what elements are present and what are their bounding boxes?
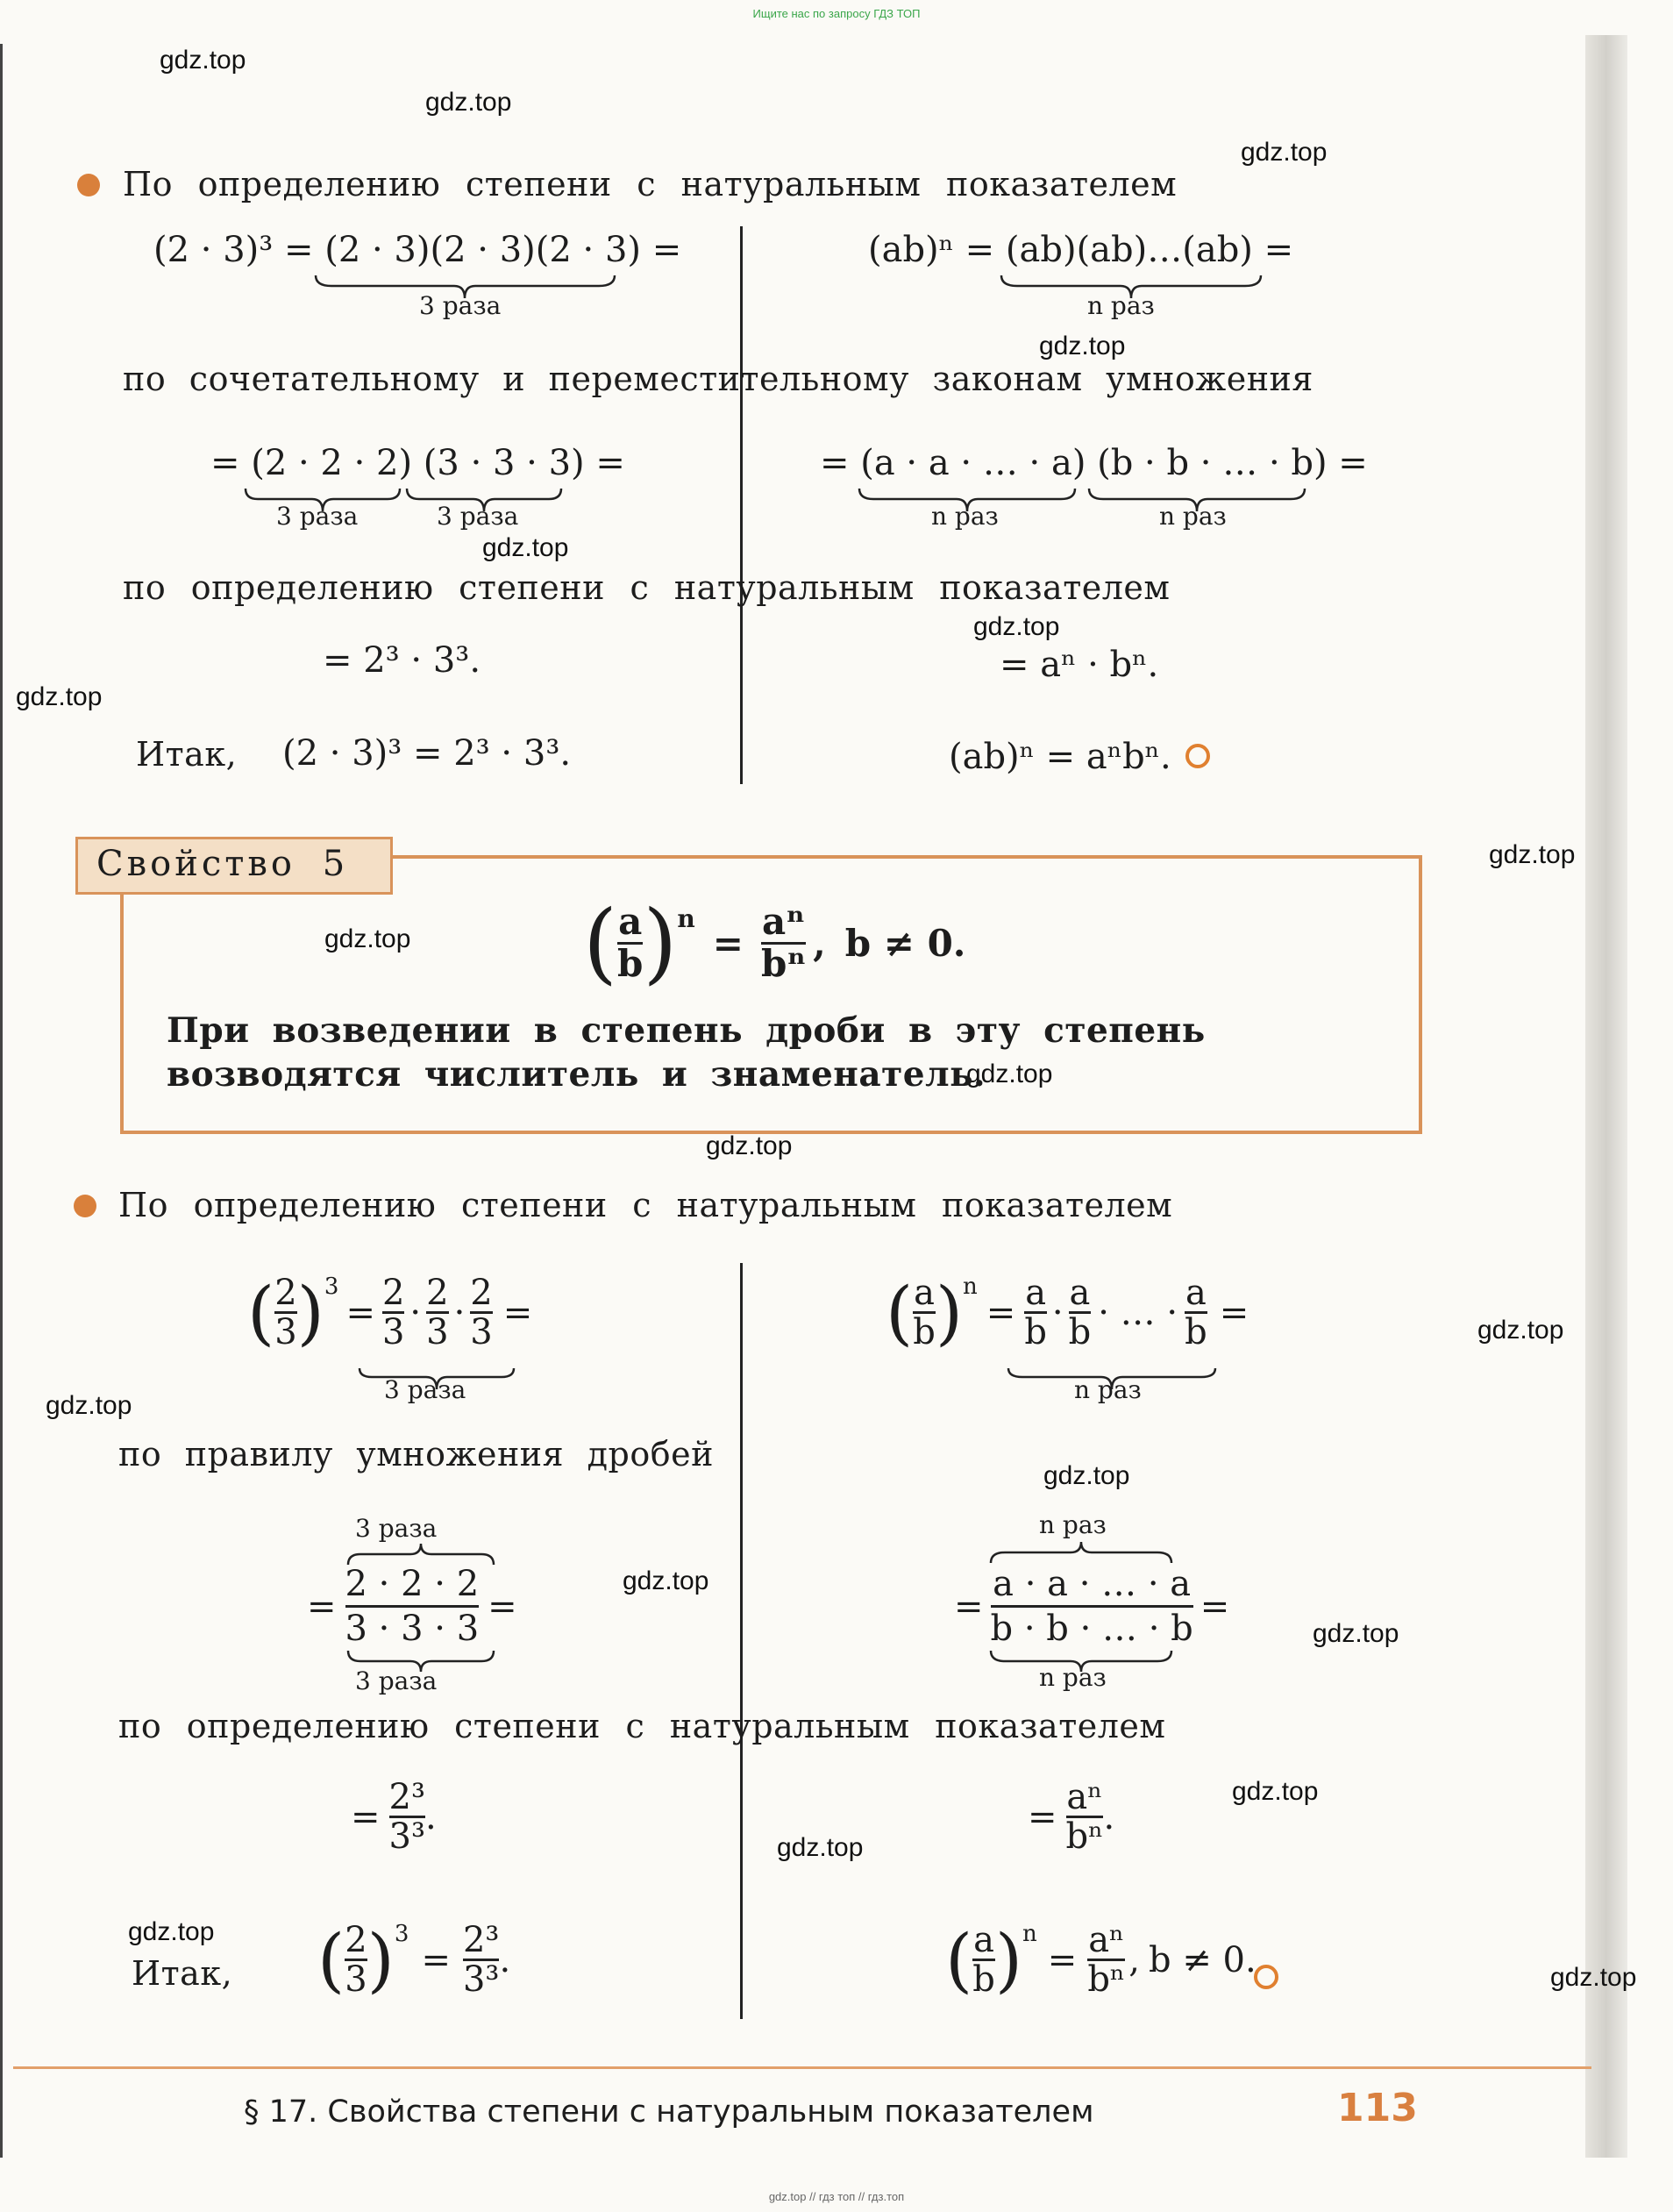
watermark: gdz.top [1232,1777,1319,1806]
block2-conclusion-right: ( $\frac{a}{b}$ ) $^n$ = $\frac{\text{aⁿ}}{\text{bⁿ}}$ , b ≠ 0. [945,1919,1257,2001]
block1-conclusion-left: (2 · 3)³ = 2³ · 3³. [282,733,572,774]
watermark: gdz.top [482,533,569,562]
block2-right-brace: n раз [1074,1375,1142,1404]
block2-intro: По определению степени с натуральным показателем [118,1186,1173,1224]
block1-line3: по определению степени с натуральным показателем [123,568,1171,607]
watermark: gdz.top [973,612,1060,641]
footer-title: § 17. Свойства степени с натуральным показателем [244,2094,1094,2130]
block1-left2-brace-b: 3 раза [437,502,519,531]
block1-left1-brace: 3 раза [419,291,502,320]
block2-left1: ( $\frac{2}{3}$ ) $^3$ = $\frac{2}{3}$ · $\frac{2}{3}$ · $\frac{2}{3}$ = [247,1272,533,1353]
block2-line2: по правилу умножения дробей [118,1435,714,1473]
block2-right3: = $\frac{\text{aⁿ}}{\text{bⁿ}}$ . [1028,1777,1115,1857]
block1-right2-brace-a: n раз [931,502,999,531]
block1-left2-brace-a: 3 раза [276,502,359,531]
block2-left-brace-bottom: 3 раза [355,1666,438,1695]
watermark: gdz.top [966,1060,1053,1088]
block2-line3: по определению степени с натуральным показателем [118,1707,1166,1745]
formula-condition: b ≠ 0. [844,921,966,965]
page-left-edge [0,44,3,2158]
bullet-icon [77,174,100,196]
property-formula: ( $\frac{a}{b}$ ) $^n$ = $\frac{\text{aⁿ}}{\text{bⁿ}}$ , b ≠ 0. [583,891,966,994]
property-text: При возведении в степень дроби в эту степень возводятся числитель и знаменатель. [167,1010,1206,1095]
watermark: gdz.top [46,1391,132,1420]
footer-divider [13,2066,1591,2069]
brace-icon [989,1540,1173,1565]
block2-left3: = $\frac{\text{2³}}{\text{3³}}$ . [351,1777,437,1857]
formula-denominator: b [617,941,644,985]
watermark: gdz.top [1489,840,1576,869]
block1-left2: = (2 · 2 · 2) (3 · 3 · 3) = [210,443,625,483]
column-divider [740,226,743,784]
watermark: gdz.top [1550,1963,1637,1992]
block2-right1: ( $\frac{a}{b}$ ) $^n$ = $\frac{a}{b}$ · $\frac{a}{b}$ · … · $\frac{a}{b}$ = [886,1272,1249,1353]
watermark: gdz.top [1043,1461,1130,1490]
watermark: gdz.top [128,1917,215,1946]
block1-right2: = (a · a · … · a) (b · b · … · b) = [820,443,1368,483]
block1-right1-brace: n раз [1087,291,1155,320]
block1-intro: По определению степени с натуральным показателем [123,165,1178,203]
end-of-proof-icon [1185,744,1210,768]
block1-left1: (2 · 3)³ = (2 · 3)(2 · 3)(2 · 3) = [153,230,682,270]
watermark: gdz.top [1477,1316,1564,1345]
block2-right2: = $\frac{a \cdot a \cdot \dots \cdot a}{b \cdot b \cdot \dots \cdot b}$ = [954,1564,1230,1649]
block2-left-brace-top: 3 раза [355,1514,438,1543]
watermark: gdz.top [16,682,103,711]
block1-conclusion-right: (ab)ⁿ = aⁿbⁿ. [949,737,1171,777]
block2-left2: = $\frac{2 \cdot 2 \cdot 2}{3 \cdot 3 \cdot 3}$ = [307,1564,517,1649]
column-divider [740,1263,743,2019]
block2-conclusion-left: ( $\frac{2}{3}$ ) $^3$ = $\frac{\text{2³}}{\text{3³}}$ . [317,1919,511,2001]
block1-conclusion-label: Итак, [136,735,238,774]
top-note: Ищите нас по запросу ГДЗ ТОП [752,7,921,20]
block2-right-brace-top: n раз [1039,1510,1107,1539]
block2-right-brace-bottom: n раз [1039,1663,1107,1692]
page-number: 113 [1337,2086,1418,2130]
formula-numerator: a [618,900,643,944]
block1-right1: (ab)ⁿ = (ab)(ab)…(ab) = [868,230,1294,270]
block1-right3: = aⁿ · bⁿ. [1000,645,1159,685]
block1-line2: по сочетательному и переместительному законам умножения [123,360,1313,398]
end-of-proof-icon [1254,1965,1278,1989]
watermark: gdz.top [706,1131,793,1160]
watermark: gdz.top [777,1833,864,1862]
watermark: gdz.top [623,1566,709,1595]
block2-conclusion-label: Итак, [132,1954,233,1993]
formula-exponent: n [677,904,695,933]
watermark: gdz.top [1313,1619,1399,1648]
watermark: gdz.top [160,46,246,75]
watermark: gdz.top [1039,332,1126,360]
watermark: gdz.top [425,88,512,117]
page-binding-edge [1585,35,1627,2158]
block1-left3: = 2³ · 3³. [323,640,481,681]
formula-result-numerator: aⁿ [762,900,806,944]
watermark: gdz.top [324,924,411,953]
watermark: gdz.top [1241,138,1328,167]
block2-left-brace: 3 раза [384,1375,466,1404]
bullet-icon [74,1195,96,1217]
property-title: Свойство 5 [96,844,349,884]
bottom-note: gdz.top // гдз топ // гдз.топ [768,2190,905,2203]
formula-result-denominator: bⁿ [760,941,807,985]
block1-right2-brace-b: n раз [1159,502,1227,531]
